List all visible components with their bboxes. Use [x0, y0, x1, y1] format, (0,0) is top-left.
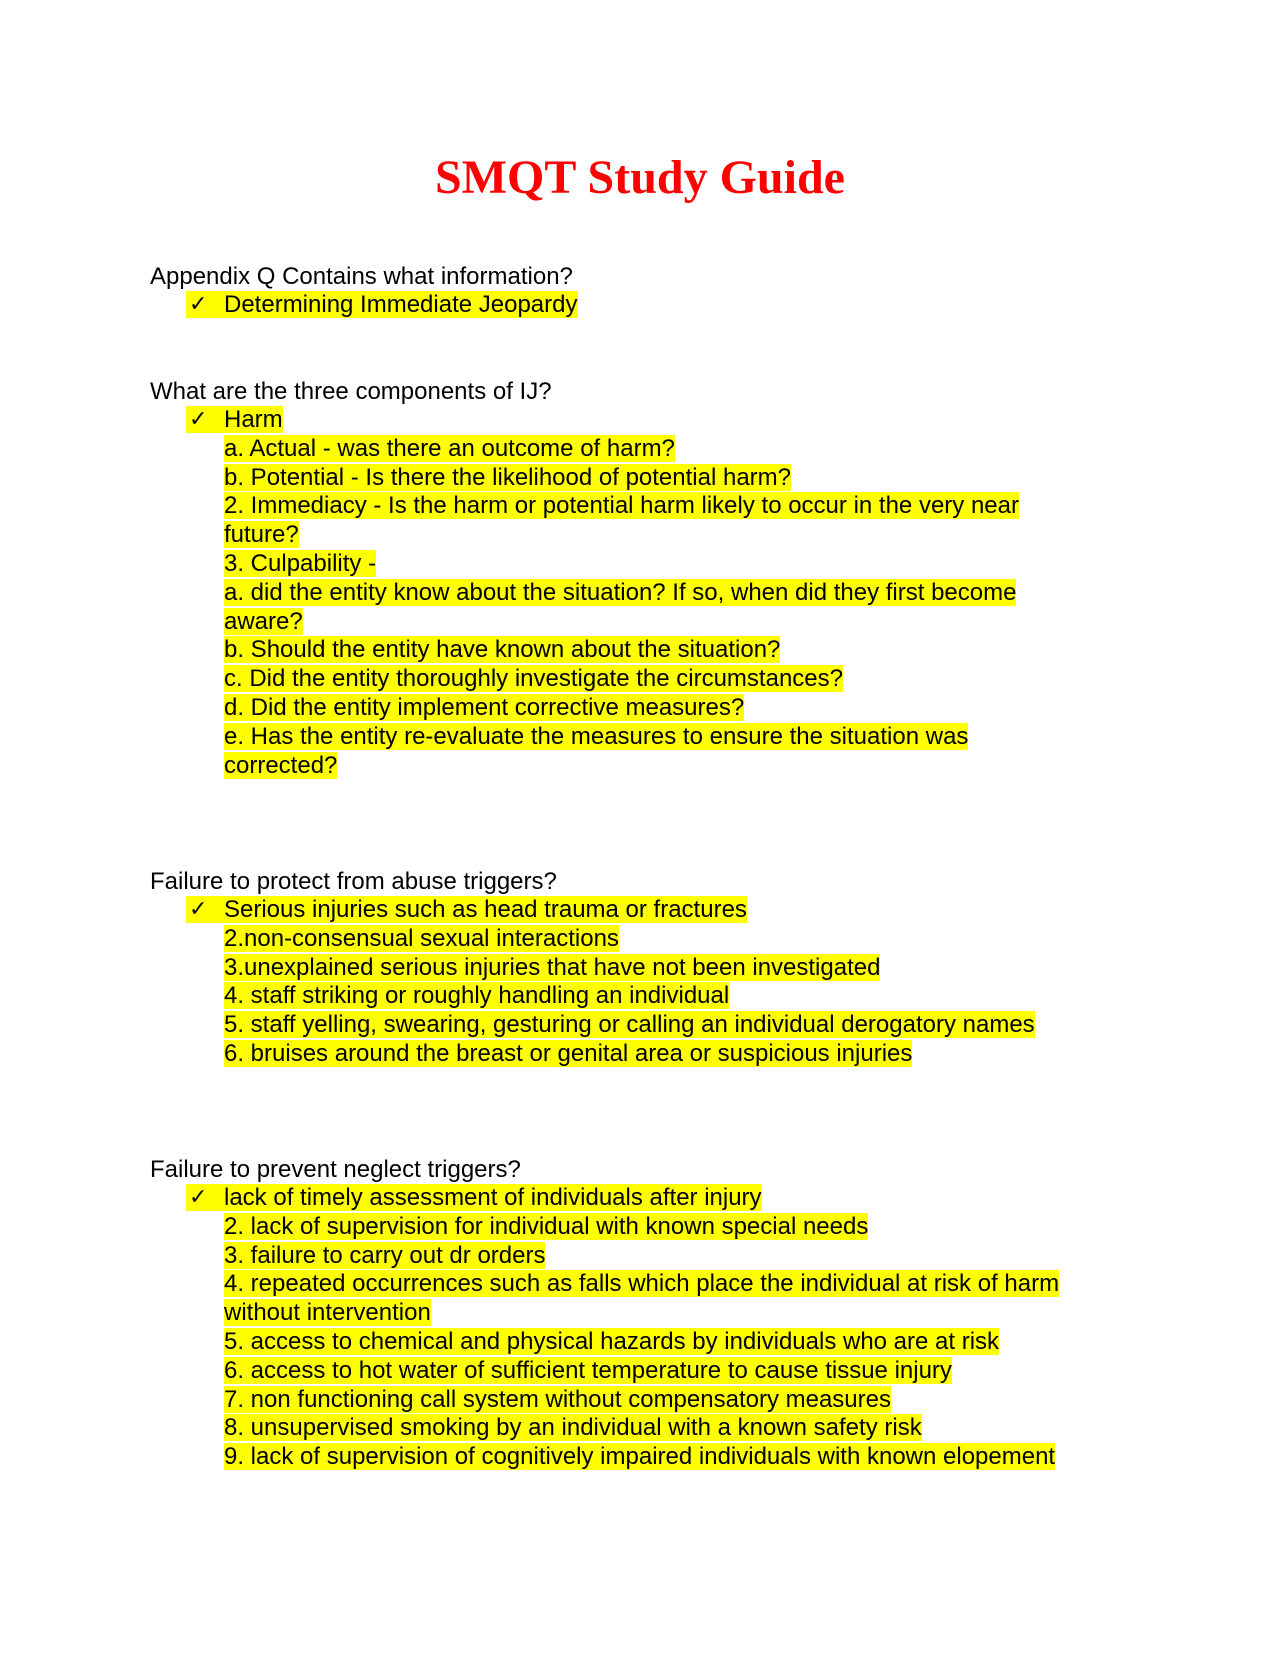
- qa-section-neglect-triggers: [150, 1155, 1150, 1472]
- answer-item: [150, 1299, 1150, 1328]
- answer-item: [150, 723, 1150, 752]
- answer-item: [150, 665, 1150, 694]
- answer-text: e. Has the entity re-evaluate the measures to ensure the situation was: [224, 722, 969, 750]
- qa-section-ij-components: [150, 377, 1150, 780]
- question-text: What are the three components of IJ?: [150, 378, 552, 405]
- answer-text: 8. unsupervised smoking by an individual with a known safety risk: [224, 1414, 922, 1442]
- answer-item: [150, 752, 1150, 781]
- qa-section-abuse-triggers: [150, 867, 1150, 1069]
- answer-item: [150, 896, 1150, 925]
- answer-text: a. did the entity know about the situation? If so, when did they first become: [224, 578, 1017, 606]
- answer-text: d. Did the entity implement corrective measures?: [224, 693, 745, 721]
- answer-list: [150, 1184, 1150, 1472]
- answer-text: Harm: [186, 406, 283, 433]
- qa-section-appendix-q: [150, 262, 1150, 320]
- answer-item: [150, 954, 1150, 983]
- answer-item: [150, 464, 1150, 493]
- question-text: Appendix Q Contains what information?: [150, 263, 573, 290]
- answer-text: 7. non functioning call system without compensatory measures: [224, 1385, 891, 1413]
- answer-item: [150, 291, 1150, 320]
- check-icon: ✓: [189, 292, 208, 317]
- answer-text: future?: [224, 521, 299, 549]
- check-icon: ✓: [189, 407, 208, 432]
- answer-text: b. Potential - Is there the likelihood of potential harm?: [224, 463, 791, 491]
- answer-text: 4. repeated occurrences such as falls which place the individual at risk of harm: [224, 1270, 1060, 1298]
- answer-text: 9. lack of supervision of cognitively impaired individuals with known elopement: [224, 1443, 1056, 1471]
- check-icon: ✓: [189, 897, 208, 922]
- answer-item: [150, 406, 1150, 435]
- answer-item: [150, 579, 1150, 608]
- answer-item: [150, 492, 1150, 521]
- answer-text: 5. access to chemical and physical hazards by individuals who are at risk: [224, 1327, 1000, 1355]
- answer-item: [150, 1011, 1150, 1040]
- answer-list: [150, 406, 1150, 780]
- answer-text: 6. bruises around the breast or genital area or suspicious injuries: [224, 1039, 913, 1067]
- answer-text: 3. failure to carry out dr orders: [224, 1241, 546, 1269]
- answer-item: [150, 1040, 1150, 1069]
- answer-item: [150, 694, 1150, 723]
- answer-text: without intervention: [224, 1299, 431, 1327]
- answer-item: [150, 1242, 1150, 1271]
- answer-text: Determining Immediate Jeopardy: [186, 291, 578, 318]
- answer-text: 2.non-consensual sexual interactions: [224, 924, 619, 952]
- answer-item: [150, 1213, 1150, 1242]
- answer-list: [150, 896, 1150, 1069]
- answer-text: 2. Immediacy - Is the harm or potential harm likely to occur in the very near: [224, 492, 1019, 520]
- answer-text: corrected?: [224, 751, 338, 779]
- document-title: SMQT Study Guide: [435, 151, 845, 204]
- answer-item: [150, 1184, 1150, 1213]
- answer-item: [150, 1270, 1150, 1299]
- answer-text: Serious injuries such as head trauma or fractures: [186, 896, 747, 923]
- answer-item: [150, 608, 1150, 637]
- answer-item: [150, 1414, 1150, 1443]
- answer-item: [150, 550, 1150, 579]
- answer-text: 4. staff striking or roughly handling an individual: [224, 982, 730, 1010]
- answer-text: 2. lack of supervision for individual with known special needs: [224, 1212, 869, 1240]
- answer-text: aware?: [224, 607, 303, 635]
- answer-item: [150, 925, 1150, 954]
- answer-text: 6. access to hot water of sufficient temperature to cause tissue injury: [224, 1356, 952, 1384]
- answer-item: [150, 521, 1150, 550]
- answer-text: 5. staff yelling, swearing, gesturing or calling an individual derogatory names: [224, 1011, 1035, 1039]
- answer-item: [150, 1328, 1150, 1357]
- answer-item: [150, 435, 1150, 464]
- answer-text: lack of timely assessment of individuals after injury: [186, 1184, 762, 1211]
- answer-item: [150, 1357, 1150, 1386]
- answer-text: 3.unexplained serious injuries that have not been investigated: [224, 953, 881, 981]
- answer-item: [150, 1386, 1150, 1415]
- answer-text: 3. Culpability -: [224, 549, 377, 577]
- answer-text: b. Should the entity have known about the situation?: [224, 636, 781, 664]
- answer-item: [150, 636, 1150, 665]
- answer-item: [150, 1443, 1150, 1472]
- question-text: Failure to protect from abuse triggers?: [150, 868, 557, 895]
- answer-item: [150, 982, 1150, 1011]
- question-text: Failure to prevent neglect triggers?: [150, 1156, 521, 1183]
- answer-list: [150, 291, 1150, 320]
- answer-text: c. Did the entity thoroughly investigate the circumstances?: [224, 665, 843, 693]
- check-icon: ✓: [189, 1185, 208, 1210]
- answer-text: a. Actual - was there an outcome of harm?: [224, 434, 675, 462]
